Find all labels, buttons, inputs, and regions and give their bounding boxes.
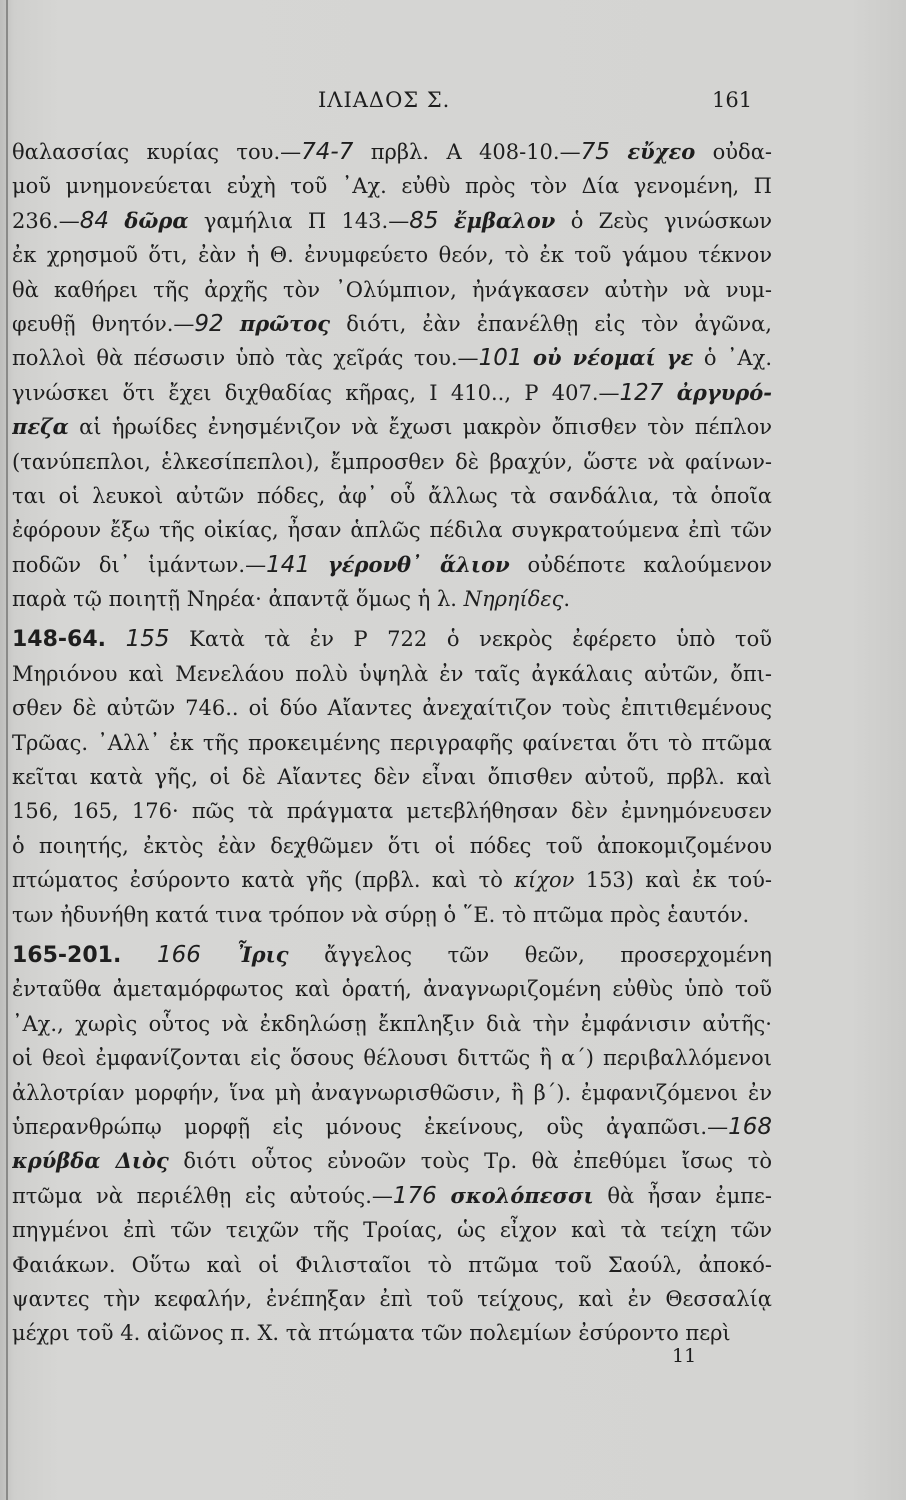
text-run: πτώματος ἐσύροντο κατὰ γῆς (πρβλ. καὶ τὸ [12, 868, 515, 893]
text-line [12, 829, 772, 863]
verse-number: 141 [266, 551, 310, 578]
italic-term: Νηρηίδες [463, 587, 564, 612]
text-line [12, 1316, 772, 1350]
text-run: ἐφόρουν ἔξω τῆς οἰκίας, ἦσαν ἁπλῶς πέδιλα συγκρατούμενα ἐπὶ τῶν [12, 518, 772, 543]
lemma: σκολόπεσσι [450, 1182, 594, 1208]
text-line [12, 726, 772, 760]
text-run: ὑπερανθρώπῳ μορφῇ εἰς μόνους ἐκείνους, οὓς ἀγαπῶσι.— [12, 1114, 729, 1139]
text-line [12, 760, 772, 794]
text-run [109, 209, 124, 233]
text-run: γινώσκει ὅτι ἔχει διχθαδίας κῆρας, Ι 410.., Ρ 407.— [12, 380, 620, 405]
text-run: ἐκ χρησμοῦ ὅτι, ἐὰν ἡ Θ. ἐνυμφεύετο θεόν, τὸ ἐκ τοῦ γάμου τέκνον [12, 243, 772, 268]
lemma: εὔχεο [627, 139, 696, 164]
text-line [12, 622, 772, 656]
italic-term: κίχον [514, 868, 575, 893]
text-run [106, 627, 126, 651]
text-line [12, 1076, 772, 1110]
text-run [522, 346, 532, 370]
text-run: πρβλ. Α 408-10.— [353, 140, 581, 164]
text-line [12, 1213, 772, 1247]
text-run: ἄγγελος τῶν θεῶν, προσερχομένη [288, 942, 772, 967]
lemma: ἀργυρό- [676, 379, 772, 405]
verse-number: 74-7 [301, 139, 354, 165]
lemma: ἔμβαλον [453, 207, 556, 233]
text-run: σθεν δὲ αὐτῶν 746.. οἱ δύο Αἴαντες ἀνεχαίτιζον τοὺς ἐπιτιθεμένους [12, 696, 772, 721]
text-line [12, 513, 772, 547]
text-run: 236.— [12, 208, 80, 233]
text-line [12, 1282, 772, 1316]
text-line [12, 204, 772, 238]
text-run [224, 312, 240, 336]
text-line [12, 1248, 772, 1282]
text-run: Κατὰ τὰ ἐν Ρ 722 ὁ νεκρὸς ἐφέρετο ὑπὸ τοῦ [169, 627, 772, 652]
verse-number: 166 [156, 941, 201, 968]
lemma: οὐ νέομαί γε [532, 345, 694, 371]
text-run: των ἠδυνήθη κατά τινα τρόπον νὰ σύρῃ ὁ ῞Ε. τὸ πτῶμα πρὸς ἑαυτόν. [12, 902, 750, 927]
text-run: παρὰ τῷ ποιητῇ Νηρέα· ἀπαντᾷ ὅμως ἡ λ. [12, 587, 464, 612]
text-run [310, 553, 328, 577]
text-run: πολλοὶ θὰ πέσωσιν ὑπὸ τὰς χεῖράς του.— [12, 346, 479, 371]
text-line [12, 794, 772, 828]
text-run: πηγμένοι ἐπὶ τῶν τειχῶν τῆς Τροίας, ὡς εἶχον καὶ τὰ τείχη τῶν [12, 1218, 772, 1243]
text-line [12, 1179, 772, 1213]
text-run: ὁ Ζεὺς γινώσκων [555, 208, 772, 233]
text-line [12, 169, 772, 203]
text-run: ἐνταῦθα ἀμεταμόρφωτος καὶ ὁρατή, ἀναγνωριζομένη εὐθὺς ὑπὸ τοῦ [12, 977, 772, 1002]
text-line [12, 972, 772, 1006]
text-run: θὰ καθήρει τῆς ἀρχῆς τὸν ᾿Ολύμπιον, ἠνάγκασεν αὐτὴν νὰ νυμ- [12, 277, 772, 302]
text-run: θαλασσίας κυρίας του.— [12, 140, 302, 164]
text-line [12, 479, 772, 513]
verse-number: 85 [409, 207, 439, 234]
text-run: μέχρι τοῦ 4. αἰῶνος π. Χ. τὰ πτώματα τῶν πολεμίων ἐσύροντο περὶ [12, 1321, 731, 1346]
text-run: διότι, ἐὰν ἐπανέλθῃ εἰς τὸν ἀγῶνα, [330, 311, 772, 336]
text-line [12, 341, 772, 375]
page-edge-shadow [6, 0, 8, 1500]
text-run: μοῦ μνημονεύεται εὐχὴ τοῦ ᾿Αχ. εὐθὺ πρὸς τὸν Δία γενομένη, Π [12, 174, 772, 199]
text-run: οὐδέποτε καλούμενον [509, 552, 772, 577]
verse-number: 84 [79, 207, 110, 234]
running-title: ΙΛΙΑΔΟΣ Σ. [318, 88, 451, 112]
text-run: ἀλλοτρίαν μορφήν, ἵνα μὴ ἀναγνωρισθῶσιν, ἢ β΄). ἐμφανιζόμενοι ἐν [12, 1080, 772, 1105]
text-run: φευθῇ θνητόν.— [12, 311, 195, 336]
text-line [12, 238, 772, 272]
text-run: ὁ ποιητής, ἐκτὸς ἐὰν δεχθῶμεν ὅτι οἱ πόδες τοῦ ἀποκομιζομένου [12, 833, 772, 858]
text-run: οὐδα- [695, 140, 772, 164]
section-range: 165-201. [12, 942, 122, 968]
commentary-text [12, 135, 772, 1351]
text-run [663, 381, 676, 405]
lemma: Ἶρις [236, 941, 289, 967]
text-line [12, 938, 772, 972]
text-line [12, 582, 772, 616]
text-run: 153) καὶ ἐκ τού- [574, 868, 772, 893]
text-run: (τανύπεπλοι, ἑλκεσίπεπλοι), ἔμπροσθεν δὲ βραχύν, ὥστε νὰ φαίνων- [12, 449, 772, 474]
text-run: Φαιάκων. Οὕτω καὶ οἱ Φιλισταῖοι τὸ πτῶμα τοῦ Σαούλ, ἀποκό- [12, 1252, 772, 1277]
text-run [610, 140, 627, 164]
text-run: γαμήλια Π 143.— [188, 208, 410, 233]
text-line [12, 135, 772, 169]
text-run [201, 943, 237, 967]
text-run: 156, 165, 176· πῶς τὰ πράγματα μετεβλήθησαν δὲν ἐμνημόνευσεν [12, 799, 772, 824]
text-run: αἱ ἡρωίδες ἐνησμένιζον νὰ ἔχωσι μακρὸν ὄπισθεν τὸν πέπλον [68, 415, 772, 440]
text-line [12, 273, 772, 307]
text-run: Τρῶας. ᾿Αλλ᾿ ἐκ τῆς προκειμένης περιγραφῆς φαίνεται ὅτι τὸ πτῶμα [12, 730, 772, 755]
lemma: γέρονθ᾿ ἅλιον [327, 551, 510, 577]
text-run: ψαντες τὴν κεφαλήν, ἐνέπηξαν ἐπὶ τοῦ τείχους, καὶ ἐν Θεσσαλίᾳ [12, 1286, 772, 1311]
verse-number: 176 [392, 1182, 437, 1209]
lemma: πεζα [12, 414, 69, 440]
verse-number: 168 [728, 1113, 772, 1140]
verse-number: 127 [619, 379, 664, 406]
text-line [12, 1007, 772, 1041]
text-run: κεῖται κατὰ γῆς, οἱ δὲ Αἴαντες δὲν εἶναι ὄπισθεν αὐτοῦ, πρβλ. καὶ [12, 765, 772, 790]
text-line [12, 1041, 772, 1075]
text-run: ὁ ᾿Αχ. [693, 346, 772, 371]
text-run: οἱ θεοὶ ἐμφανίζονται εἰς ὅσους θέλουσι διττῶς ἢ α΄) περιβαλλόμενοι [12, 1046, 772, 1071]
text-run: ται οἱ λευκοὶ αὐτῶν πόδες, ἀφ᾿ οὗ ἄλλως τὰ σανδάλια, τὰ ὁποῖα [12, 483, 772, 508]
text-line [12, 1110, 772, 1144]
page-number: 161 [712, 88, 753, 112]
text-line [12, 863, 772, 897]
text-run: . [563, 587, 571, 612]
text-run [437, 1184, 451, 1208]
text-line [12, 1144, 772, 1178]
text-line [12, 657, 772, 691]
text-run: ποδῶν δι᾿ ἱμάντων.— [12, 552, 267, 577]
verse-number: 75 [580, 139, 610, 165]
verse-number: 92 [194, 310, 224, 337]
lemma: πρῶτος [239, 310, 331, 336]
text-line [12, 376, 772, 410]
text-line [12, 548, 772, 582]
text-line [12, 307, 772, 341]
text-run: πτῶμα νὰ περιέλθῃ εἰς αὐτούς.— [12, 1183, 393, 1208]
text-line [12, 898, 772, 932]
text-run: διότι οὗτος εὐνοῶν τοὺς Τρ. θὰ ἐπεθύμει ἴσως τὸ [168, 1149, 772, 1174]
signature-mark: 11 [672, 1345, 697, 1367]
text-line [12, 691, 772, 725]
verse-number: 155 [125, 626, 170, 653]
text-run: θὰ ἦσαν ἐμπε- [593, 1183, 772, 1208]
text-run: ᾿Αχ., χωρὶς οὗτος νὰ ἐκδηλώσῃ ἔκπληξιν διὰ τὴν ἐμφάνισιν αὐτῆς· [12, 1011, 772, 1036]
text-line [12, 445, 772, 479]
lemma: κρύβδα Διὸς [12, 1148, 169, 1174]
text-run [439, 209, 454, 233]
text-line [12, 410, 772, 444]
page-header [0, 88, 906, 118]
lemma: δῶρα [124, 207, 189, 233]
text-run: Μηριόνου καὶ Μενελάου πολὺ ὑψηλὰ ἐν ταῖς ἀγκάλαις αὐτῶν, ὄπι- [12, 661, 772, 686]
section-range: 148-64. [12, 627, 107, 653]
text-run [121, 943, 157, 967]
verse-number: 101 [478, 345, 523, 372]
